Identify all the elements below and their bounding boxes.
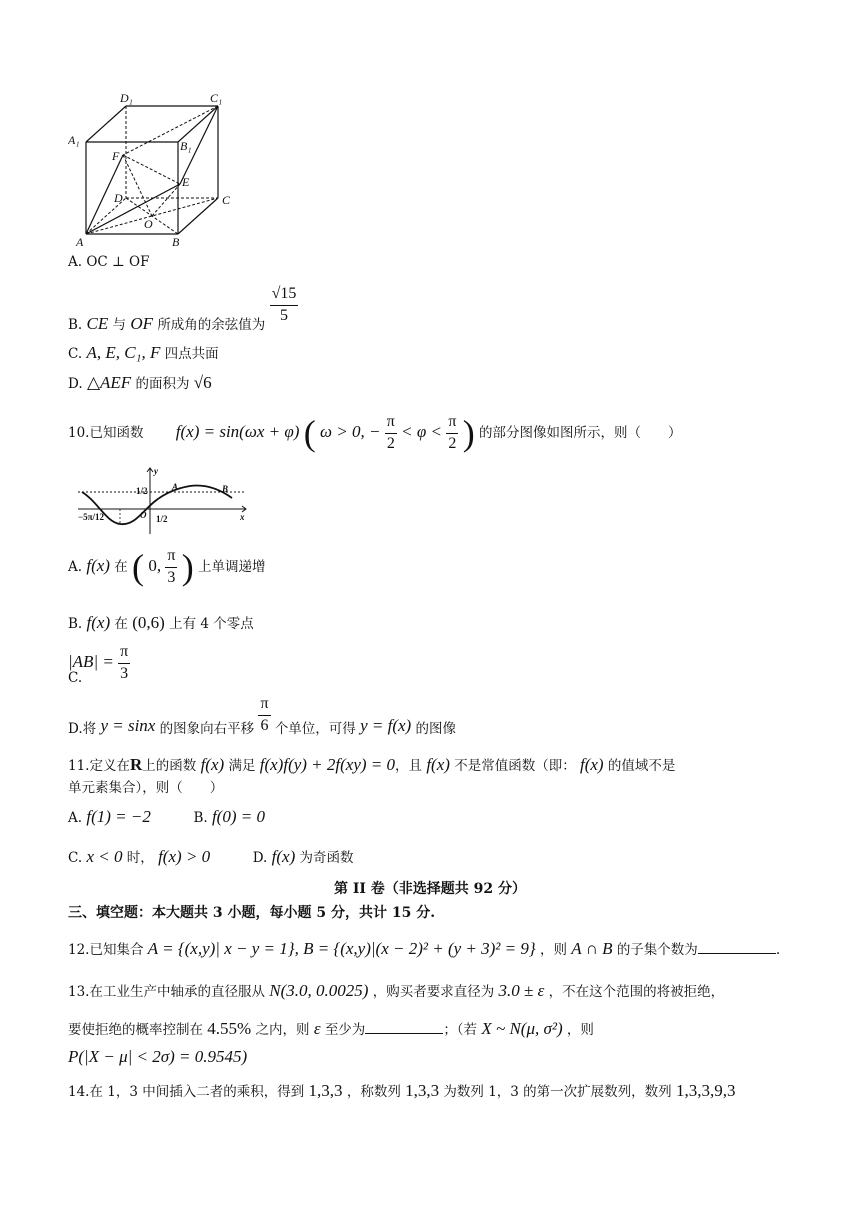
denominator: 2 <box>386 434 395 452</box>
q11-options-ab <box>68 806 265 828</box>
option-label: D. <box>252 850 268 866</box>
math: A, E, C₁, F <box>86 343 161 362</box>
text: 与 <box>112 316 127 333</box>
fraction <box>270 284 299 327</box>
q10-option-a <box>68 544 266 591</box>
math: 0, <box>148 555 162 575</box>
fraction <box>446 412 458 455</box>
math: f(x)f(y) + 2f(xy) = 0 <box>259 755 396 774</box>
cube-label: C₁ <box>210 92 223 105</box>
text: 个单位，可得 <box>274 720 356 737</box>
q11-stem-line1 <box>68 754 675 776</box>
option-label: B. <box>68 316 83 333</box>
text: 为数列 1，3 的第一次扩展数列，数列 <box>443 1084 672 1100</box>
q9-option-b <box>68 284 298 335</box>
option-label: C. <box>68 346 83 362</box>
numerator: π <box>258 694 270 716</box>
text: 的图像 <box>415 720 457 737</box>
math: 3.0 ± ε <box>498 981 545 1000</box>
text: 12.已知集合 <box>68 942 144 958</box>
denominator: 3 <box>120 664 129 682</box>
math: √6 <box>193 373 212 392</box>
cube-label: B₁ <box>180 139 192 153</box>
text: 四点共面 <box>164 346 219 362</box>
option-label: D. <box>68 376 83 392</box>
text: 不是常值函数（即： <box>454 758 576 774</box>
graph-label: 1/2 <box>156 514 168 524</box>
q9-option-d <box>68 372 212 394</box>
text: 时， <box>126 850 154 866</box>
text: 的子集个数为 <box>616 942 698 958</box>
numerator: √15 <box>270 284 299 306</box>
numerator: π <box>446 412 458 434</box>
fraction <box>118 642 130 685</box>
q10-option-b <box>68 612 254 634</box>
text: 之内，则 <box>255 1022 310 1038</box>
math: f(1) = −2 <box>86 807 151 826</box>
denominator: 3 <box>167 568 176 586</box>
math: 1,3,3 <box>405 1081 440 1100</box>
text: 11.定义在 <box>68 758 130 774</box>
numerator: π <box>118 642 130 664</box>
section-title: 第 II 卷（非选择题共 92 分） <box>333 881 527 897</box>
text: . <box>775 942 781 958</box>
text: 上有 4 个零点 <box>169 616 254 632</box>
q11-options-cd <box>68 846 354 868</box>
graph-label: −5π/12 <box>78 512 105 522</box>
math: f(x) > 0 <box>158 847 211 866</box>
text: 上单调递增 <box>198 558 266 575</box>
cube-label: D₁ <box>120 92 133 105</box>
text: 至少为 <box>324 1022 366 1038</box>
text: 满足 <box>228 758 256 774</box>
math: f(x) = sin(ωx + φ) <box>175 421 300 441</box>
option-label: B. <box>68 616 83 632</box>
option-label: D.将 <box>68 720 97 737</box>
cube-label: A <box>76 235 84 249</box>
text: 上的函数 <box>142 758 197 774</box>
option-text: A. OC ⊥ OF <box>68 254 150 270</box>
numerator: π <box>165 546 177 568</box>
paren: ) <box>181 547 194 587</box>
text: 14.在 1，3 中间插入二者的乘积，得到 <box>68 1084 305 1100</box>
graph-label: 1/2 <box>136 486 148 496</box>
text: 为奇函数 <box>299 850 354 866</box>
math: ε <box>313 1019 321 1038</box>
option-label: B. <box>193 810 208 826</box>
denominator: 2 <box>448 434 457 452</box>
math: R <box>129 755 143 774</box>
q10-stem <box>68 410 681 457</box>
q9-option-a <box>68 254 149 272</box>
q12 <box>68 938 780 960</box>
graph-label: O <box>140 510 147 520</box>
math: A = {(x,y)| x − y = 1} <box>147 939 295 958</box>
text: 的值域不是 <box>607 758 676 774</box>
cube-label: C <box>222 193 231 207</box>
text: 13.在工业生产中轴承的直径服从 <box>68 984 265 1000</box>
text: 的面积为 <box>135 376 190 392</box>
graph-label: B <box>222 484 229 494</box>
text: 在 <box>114 616 128 632</box>
math: OF <box>130 313 154 333</box>
q13-line2 <box>68 1018 594 1040</box>
text: ，则 <box>566 1022 594 1038</box>
math: CE <box>86 313 109 333</box>
option-label: A. <box>68 558 83 575</box>
q14 <box>68 1080 735 1102</box>
sine-graph <box>74 464 254 536</box>
cube-label: O <box>144 217 153 231</box>
graph-label: x <box>240 512 245 522</box>
option-label: A. <box>68 810 83 826</box>
text: 的部分图像如图所示，则（ ） <box>478 424 682 441</box>
denominator: 5 <box>280 306 288 324</box>
fraction <box>258 694 270 737</box>
math: f(x) <box>271 847 296 866</box>
q9-option-c <box>68 342 219 364</box>
cube-label: D <box>114 191 123 205</box>
numerator: π <box>385 412 397 434</box>
cube-label: B <box>172 235 180 249</box>
q13-line3 <box>68 1046 247 1068</box>
math: |AB| = <box>68 651 114 671</box>
text: 10.已知函数 <box>68 424 144 441</box>
math: x < 0 <box>86 847 123 866</box>
cube-figure <box>68 92 248 252</box>
math: , B = {(x,y)|(x − 2)² + (y + 3)² = 9} <box>294 939 536 958</box>
denominator: 6 <box>260 716 269 734</box>
answer-blank[interactable] <box>365 1021 443 1034</box>
text: ，且 <box>395 758 423 774</box>
math: < φ < <box>401 421 443 441</box>
answer-blank[interactable] <box>698 941 776 954</box>
graph-label: y <box>154 466 158 476</box>
paren: ( <box>303 413 316 453</box>
math: ω > 0, − <box>320 421 381 441</box>
text: ；（若 <box>443 1022 478 1038</box>
cube-label: A₁ <box>68 133 80 147</box>
q13-line1 <box>68 980 724 1002</box>
text: ，则 <box>539 942 567 958</box>
math: y = f(x) <box>360 715 412 735</box>
math: f(x) <box>426 755 450 774</box>
text: ，购买者要求直径为 <box>372 984 495 1000</box>
math: f(x) <box>86 555 110 575</box>
fill-in-heading: 三、填空题：本大题共 3 小题，每小题 5 分，共计 15 分. <box>68 905 436 921</box>
math: N(3.0, 0.0025) <box>269 981 369 1000</box>
math: f(x) <box>86 613 111 632</box>
q10-option-c-label <box>68 670 82 688</box>
math: f(x) <box>580 755 604 774</box>
math: A ∩ B <box>571 939 613 958</box>
q10-option-d <box>68 694 456 738</box>
math: y = sinx <box>100 715 156 735</box>
text: 单元素集合），则（ ） <box>68 780 224 796</box>
paren: ( <box>132 547 145 587</box>
text: 所成角的余弦值为 <box>157 316 266 333</box>
cube-label: F <box>112 149 120 163</box>
text: 在 <box>114 558 128 575</box>
math: f(x) <box>200 755 225 774</box>
math: △AEF <box>86 373 132 392</box>
option-label: C. <box>68 850 83 866</box>
cube-label: E <box>182 175 190 189</box>
text: 的图象向右平移 <box>159 720 255 737</box>
option-label: C. <box>68 670 83 686</box>
math: 1,3,3,9,3 <box>675 1081 736 1100</box>
text: ，称数列 <box>346 1084 401 1100</box>
math: P(|X − μ| < 2σ) = 0.9545) <box>68 1047 248 1066</box>
math: (0,6) <box>132 613 165 632</box>
text: 要使拒绝的概率控制在 <box>68 1022 203 1038</box>
math: X ~ N(μ, σ²) <box>481 1019 563 1038</box>
text: ，不在这个范围的将被拒绝， <box>548 984 725 1000</box>
graph-label: A <box>172 482 179 492</box>
math: 1,3,3 <box>308 1081 343 1100</box>
math: 4.55% <box>207 1019 252 1038</box>
fraction <box>385 412 397 455</box>
q11-stem-line2 <box>68 780 223 798</box>
fraction <box>165 546 177 589</box>
math: f(0) = 0 <box>211 807 265 826</box>
paren: ) <box>462 413 475 453</box>
